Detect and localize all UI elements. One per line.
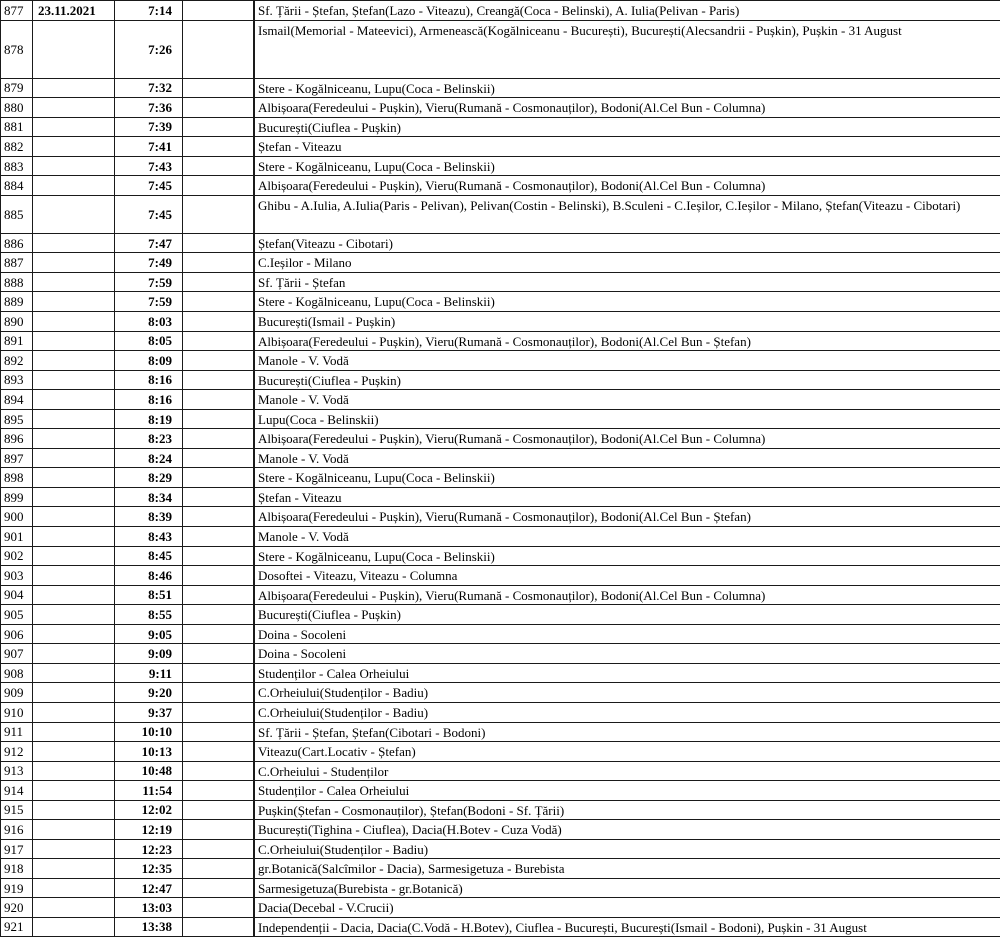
empty-cell: [183, 234, 254, 253]
table-row: [0, 526, 1000, 546]
table-row: [0, 643, 1000, 663]
empty-cell: [183, 664, 254, 683]
date-cell: [33, 273, 115, 292]
time-cell: 9:05: [115, 625, 183, 644]
date-cell: [33, 410, 115, 429]
date-cell: [33, 566, 115, 585]
empty-cell: [183, 859, 254, 878]
time-cell: 9:09: [115, 644, 183, 663]
empty-cell: [183, 605, 254, 624]
empty-cell: [183, 840, 254, 859]
route-cell: Manole - V. Vodă: [254, 351, 1000, 370]
date-cell: [33, 196, 115, 233]
table-row: [0, 761, 1000, 781]
route-cell: C.Orheiului(Studenților - Badiu): [254, 683, 1000, 702]
row-number-cell: 912: [0, 742, 33, 761]
date-cell: [33, 644, 115, 663]
route-cell: București(Ciuflea - Pușkin): [254, 371, 1000, 390]
row-number-cell: 907: [0, 644, 33, 663]
row-number-cell: 906: [0, 625, 33, 644]
time-cell: 7:59: [115, 273, 183, 292]
date-cell: [33, 234, 115, 253]
empty-cell: [183, 118, 254, 137]
empty-cell: [183, 273, 254, 292]
time-cell: 10:48: [115, 762, 183, 781]
table-row: [0, 565, 1000, 585]
time-cell: 7:45: [115, 196, 183, 233]
empty-cell: [183, 742, 254, 761]
date-cell: [33, 157, 115, 176]
row-number-cell: 887: [0, 253, 33, 272]
route-cell: Dacia(Decebal - V.Crucii): [254, 898, 1000, 917]
route-cell: Doina - Socoleni: [254, 625, 1000, 644]
empty-cell: [183, 527, 254, 546]
date-cell: [33, 762, 115, 781]
table-row: [0, 722, 1000, 742]
table-row: [0, 546, 1000, 566]
empty-cell: [183, 683, 254, 702]
time-cell: 7:36: [115, 98, 183, 117]
time-cell: 12:47: [115, 879, 183, 898]
route-cell: C.Orheiului(Studenților - Badiu): [254, 703, 1000, 722]
row-number-cell: 898: [0, 468, 33, 487]
time-cell: 7:14: [115, 1, 183, 20]
route-cell: Stere - Kogălniceanu, Lupu(Coca - Belinskii): [254, 292, 1000, 311]
route-cell: Ștefan(Viteazu - Cibotari): [254, 234, 1000, 253]
row-number-cell: 886: [0, 234, 33, 253]
time-cell: 8:46: [115, 566, 183, 585]
empty-cell: [183, 351, 254, 370]
route-cell: Studenților - Calea Orheiului: [254, 664, 1000, 683]
table-row: [0, 428, 1000, 448]
date-cell: [33, 703, 115, 722]
route-cell: Albișoara(Feredeului - Pușkin), Vieru(Rumană - Cosmonauților), Bodoni(Al.Cel Bun - Columna): [254, 98, 1000, 117]
table-row: [0, 780, 1000, 800]
empty-cell: [183, 781, 254, 800]
date-cell: [33, 781, 115, 800]
table-row: [0, 487, 1000, 507]
route-cell: Sf. Țării - Ștefan, Ștefan(Lazo - Viteazu), Creangă(Coca - Belinski), A. Iulia(Pelivan - Paris): [254, 1, 1000, 20]
table-row: [0, 624, 1000, 644]
row-number-cell: 917: [0, 840, 33, 859]
time-cell: 7:39: [115, 118, 183, 137]
date-cell: [33, 664, 115, 683]
date-cell: [33, 429, 115, 448]
empty-cell: [183, 879, 254, 898]
table-row: [0, 682, 1000, 702]
row-number-cell: 909: [0, 683, 33, 702]
time-cell: 8:19: [115, 410, 183, 429]
time-cell: 9:11: [115, 664, 183, 683]
empty-cell: [183, 586, 254, 605]
table-row: [0, 878, 1000, 898]
date-cell: [33, 79, 115, 98]
empty-cell: [183, 390, 254, 409]
table-row: [0, 136, 1000, 156]
empty-cell: [183, 312, 254, 331]
time-cell: 13:38: [115, 918, 183, 936]
route-cell: Ștefan - Viteazu: [254, 488, 1000, 507]
empty-cell: [183, 429, 254, 448]
empty-cell: [183, 79, 254, 98]
row-number-cell: 883: [0, 157, 33, 176]
table-row: [0, 800, 1000, 820]
date-cell: [33, 312, 115, 331]
time-cell: 9:20: [115, 683, 183, 702]
time-cell: 10:13: [115, 742, 183, 761]
empty-cell: [183, 644, 254, 663]
row-number-cell: 880: [0, 98, 33, 117]
time-cell: 7:49: [115, 253, 183, 272]
time-cell: 7:43: [115, 157, 183, 176]
time-cell: 7:26: [115, 21, 183, 78]
empty-cell: [183, 176, 254, 195]
row-number-cell: 885: [0, 196, 33, 233]
route-cell: Viteazu(Cart.Locativ - Ștefan): [254, 742, 1000, 761]
empty-cell: [183, 332, 254, 351]
time-cell: 8:29: [115, 468, 183, 487]
date-cell: [33, 292, 115, 311]
route-cell: C.Orheiului - Studenților: [254, 762, 1000, 781]
row-number-cell: 918: [0, 859, 33, 878]
date-cell: [33, 137, 115, 156]
table-row: [0, 195, 1000, 233]
route-cell: Lupu(Coca - Belinskii): [254, 410, 1000, 429]
table-row: [0, 233, 1000, 253]
date-cell: 23.11.2021: [33, 1, 115, 20]
table-row: [0, 448, 1000, 468]
date-cell: [33, 801, 115, 820]
empty-cell: [183, 762, 254, 781]
time-cell: 8:16: [115, 390, 183, 409]
table-row: [0, 0, 1000, 20]
table-row: [0, 663, 1000, 683]
date-cell: [33, 859, 115, 878]
row-number-cell: 895: [0, 410, 33, 429]
row-number-cell: 899: [0, 488, 33, 507]
row-number-cell: 878: [0, 21, 33, 78]
row-number-cell: 905: [0, 605, 33, 624]
route-cell: Albișoara(Feredeului - Pușkin), Vieru(Rumană - Cosmonauților), Bodoni(Al.Cel Bun - Columna): [254, 176, 1000, 195]
empty-cell: [183, 449, 254, 468]
time-cell: 8:03: [115, 312, 183, 331]
time-cell: 11:54: [115, 781, 183, 800]
route-cell: Pușkin(Ștefan - Cosmonauților), Ștefan(Bodoni - Sf. Țării): [254, 801, 1000, 820]
route-cell: București(Tighina - Ciuflea), Dacia(H.Botev - Cuza Vodă): [254, 820, 1000, 839]
date-cell: [33, 683, 115, 702]
date-cell: [33, 840, 115, 859]
empty-cell: [183, 488, 254, 507]
row-number-cell: 910: [0, 703, 33, 722]
time-cell: 12:19: [115, 820, 183, 839]
table-row: [0, 350, 1000, 370]
date-cell: [33, 586, 115, 605]
date-cell: [33, 253, 115, 272]
date-cell: [33, 879, 115, 898]
empty-cell: [183, 507, 254, 526]
table-row: [0, 117, 1000, 137]
row-number-cell: 901: [0, 527, 33, 546]
route-cell: Ismail(Memorial - Mateevici), Armenească(Kogălniceanu - București), București(Alecsandrii - Pușkin), Pușkin - 31 August: [254, 21, 1000, 78]
table-row: [0, 585, 1000, 605]
time-cell: 8:45: [115, 547, 183, 566]
route-cell: Albișoara(Feredeului - Pușkin), Vieru(Rumană - Cosmonauților), Bodoni(Al.Cel Bun - Ștefan): [254, 332, 1000, 351]
time-cell: 7:47: [115, 234, 183, 253]
table-row: [0, 20, 1000, 78]
time-cell: 8:05: [115, 332, 183, 351]
date-cell: [33, 527, 115, 546]
date-cell: [33, 898, 115, 917]
row-number-cell: 882: [0, 137, 33, 156]
time-cell: 12:02: [115, 801, 183, 820]
time-cell: 10:10: [115, 723, 183, 742]
date-cell: [33, 351, 115, 370]
table-row: [0, 291, 1000, 311]
table-row: [0, 252, 1000, 272]
time-cell: 8:34: [115, 488, 183, 507]
table-row: [0, 858, 1000, 878]
row-number-cell: 921: [0, 918, 33, 936]
time-cell: 8:39: [115, 507, 183, 526]
route-cell: Albișoara(Feredeului - Pușkin), Vieru(Rumană - Cosmonauților), Bodoni(Al.Cel Bun - Columna): [254, 429, 1000, 448]
route-cell: Manole - V. Vodă: [254, 527, 1000, 546]
date-cell: [33, 21, 115, 78]
table-row: [0, 917, 1000, 937]
route-cell: Albișoara(Feredeului - Pușkin), Vieru(Rumană - Cosmonauților), Bodoni(Al.Cel Bun - Columna): [254, 586, 1000, 605]
table-row: [0, 78, 1000, 98]
route-cell: București(Ismail - Pușkin): [254, 312, 1000, 331]
date-cell: [33, 605, 115, 624]
row-number-cell: 896: [0, 429, 33, 448]
date-cell: [33, 547, 115, 566]
row-number-cell: 915: [0, 801, 33, 820]
empty-cell: [183, 547, 254, 566]
row-number-cell: 919: [0, 879, 33, 898]
route-cell: Studenților - Calea Orheiului: [254, 781, 1000, 800]
table-row: [0, 467, 1000, 487]
row-number-cell: 916: [0, 820, 33, 839]
empty-cell: [183, 137, 254, 156]
empty-cell: [183, 801, 254, 820]
row-number-cell: 908: [0, 664, 33, 683]
table-row: [0, 819, 1000, 839]
time-cell: 7:41: [115, 137, 183, 156]
empty-cell: [183, 371, 254, 390]
row-number-cell: 894: [0, 390, 33, 409]
row-number-cell: 913: [0, 762, 33, 781]
table-row: [0, 370, 1000, 390]
date-cell: [33, 449, 115, 468]
route-cell: Sf. Țării - Ștefan: [254, 273, 1000, 292]
date-cell: [33, 742, 115, 761]
empty-cell: [183, 98, 254, 117]
date-cell: [33, 390, 115, 409]
row-number-cell: 884: [0, 176, 33, 195]
date-cell: [33, 332, 115, 351]
row-number-cell: 889: [0, 292, 33, 311]
time-cell: 8:51: [115, 586, 183, 605]
time-cell: 8:43: [115, 527, 183, 546]
route-cell: Manole - V. Vodă: [254, 449, 1000, 468]
date-cell: [33, 820, 115, 839]
time-cell: 12:23: [115, 840, 183, 859]
empty-cell: [183, 1, 254, 20]
date-cell: [33, 371, 115, 390]
row-number-cell: 881: [0, 118, 33, 137]
date-cell: [33, 723, 115, 742]
empty-cell: [183, 410, 254, 429]
table-row: [0, 156, 1000, 176]
empty-cell: [183, 196, 254, 233]
date-cell: [33, 176, 115, 195]
empty-cell: [183, 157, 254, 176]
table-row: [0, 702, 1000, 722]
row-number-cell: 900: [0, 507, 33, 526]
time-cell: 12:35: [115, 859, 183, 878]
empty-cell: [183, 723, 254, 742]
route-cell: C.Orheiului(Studenților - Badiu): [254, 840, 1000, 859]
row-number-cell: 879: [0, 79, 33, 98]
empty-cell: [183, 21, 254, 78]
time-cell: 9:37: [115, 703, 183, 722]
time-cell: 7:59: [115, 292, 183, 311]
empty-cell: [183, 566, 254, 585]
empty-cell: [183, 468, 254, 487]
route-cell: Doina - Socoleni: [254, 644, 1000, 663]
date-cell: [33, 625, 115, 644]
row-number-cell: 903: [0, 566, 33, 585]
date-cell: [33, 488, 115, 507]
route-cell: Stere - Kogălniceanu, Lupu(Coca - Belinskii): [254, 157, 1000, 176]
time-cell: 8:23: [115, 429, 183, 448]
table-row: [0, 604, 1000, 624]
route-cell: București(Ciuflea - Pușkin): [254, 118, 1000, 137]
table-row: [0, 97, 1000, 117]
route-cell: Dosoftei - Viteazu, Viteazu - Columna: [254, 566, 1000, 585]
row-number-cell: 914: [0, 781, 33, 800]
route-cell: gr.Botanică(Salcîmilor - Dacia), Sarmesigetuza - Burebista: [254, 859, 1000, 878]
row-number-cell: 892: [0, 351, 33, 370]
table-row: [0, 175, 1000, 195]
date-cell: [33, 507, 115, 526]
route-cell: Stere - Kogălniceanu, Lupu(Coca - Belinskii): [254, 468, 1000, 487]
table-row: [0, 741, 1000, 761]
route-cell: Albișoara(Feredeului - Pușkin), Vieru(Rumană - Cosmonauților), Bodoni(Al.Cel Bun - Ștefan): [254, 507, 1000, 526]
table-row: [0, 506, 1000, 526]
route-cell: Ghibu - A.Iulia, A.Iulia(Paris - Pelivan), Pelivan(Costin - Belinski), B.Sculeni - C.Ieșilor, C.Ieșilor - Milano, Ștefan(Viteazu - Cibotari): [254, 196, 1000, 233]
date-cell: [33, 118, 115, 137]
empty-cell: [183, 898, 254, 917]
table-row: [0, 311, 1000, 331]
row-number-cell: 911: [0, 723, 33, 742]
route-cell: Manole - V. Vodă: [254, 390, 1000, 409]
table-row: [0, 409, 1000, 429]
empty-cell: [183, 292, 254, 311]
table-row: [0, 272, 1000, 292]
table-row: [0, 897, 1000, 917]
date-cell: [33, 98, 115, 117]
time-cell: 13:03: [115, 898, 183, 917]
route-cell: Stere - Kogălniceanu, Lupu(Coca - Belinskii): [254, 547, 1000, 566]
time-cell: 8:24: [115, 449, 183, 468]
empty-cell: [183, 253, 254, 272]
row-number-cell: 890: [0, 312, 33, 331]
time-cell: 8:16: [115, 371, 183, 390]
table-row: [0, 389, 1000, 409]
time-cell: 7:32: [115, 79, 183, 98]
row-number-cell: 891: [0, 332, 33, 351]
row-number-cell: 902: [0, 547, 33, 566]
table-row: [0, 839, 1000, 859]
route-cell: Sf. Țării - Ștefan, Ștefan(Cibotari - Bodoni): [254, 723, 1000, 742]
row-number-cell: 897: [0, 449, 33, 468]
row-number-cell: 877: [0, 1, 33, 20]
time-cell: 8:55: [115, 605, 183, 624]
route-cell: Stere - Kogălniceanu, Lupu(Coca - Belinskii): [254, 79, 1000, 98]
empty-cell: [183, 625, 254, 644]
row-number-cell: 920: [0, 898, 33, 917]
route-cell: Ștefan - Viteazu: [254, 137, 1000, 156]
route-cell: București(Ciuflea - Pușkin): [254, 605, 1000, 624]
row-number-cell: 904: [0, 586, 33, 605]
row-number-cell: 893: [0, 371, 33, 390]
table-row: [0, 331, 1000, 351]
time-cell: 7:45: [115, 176, 183, 195]
row-number-cell: 888: [0, 273, 33, 292]
empty-cell: [183, 703, 254, 722]
date-cell: [33, 468, 115, 487]
route-cell: Independenții - Dacia, Dacia(C.Vodă - H.Botev), Ciuflea - București, București(Ismail - Bodoni), Pușkin - 31 August: [254, 918, 1000, 936]
empty-cell: [183, 820, 254, 839]
time-cell: 8:09: [115, 351, 183, 370]
route-cell: Sarmesigetuza(Burebista - gr.Botanică): [254, 879, 1000, 898]
route-cell: C.Ieșilor - Milano: [254, 253, 1000, 272]
